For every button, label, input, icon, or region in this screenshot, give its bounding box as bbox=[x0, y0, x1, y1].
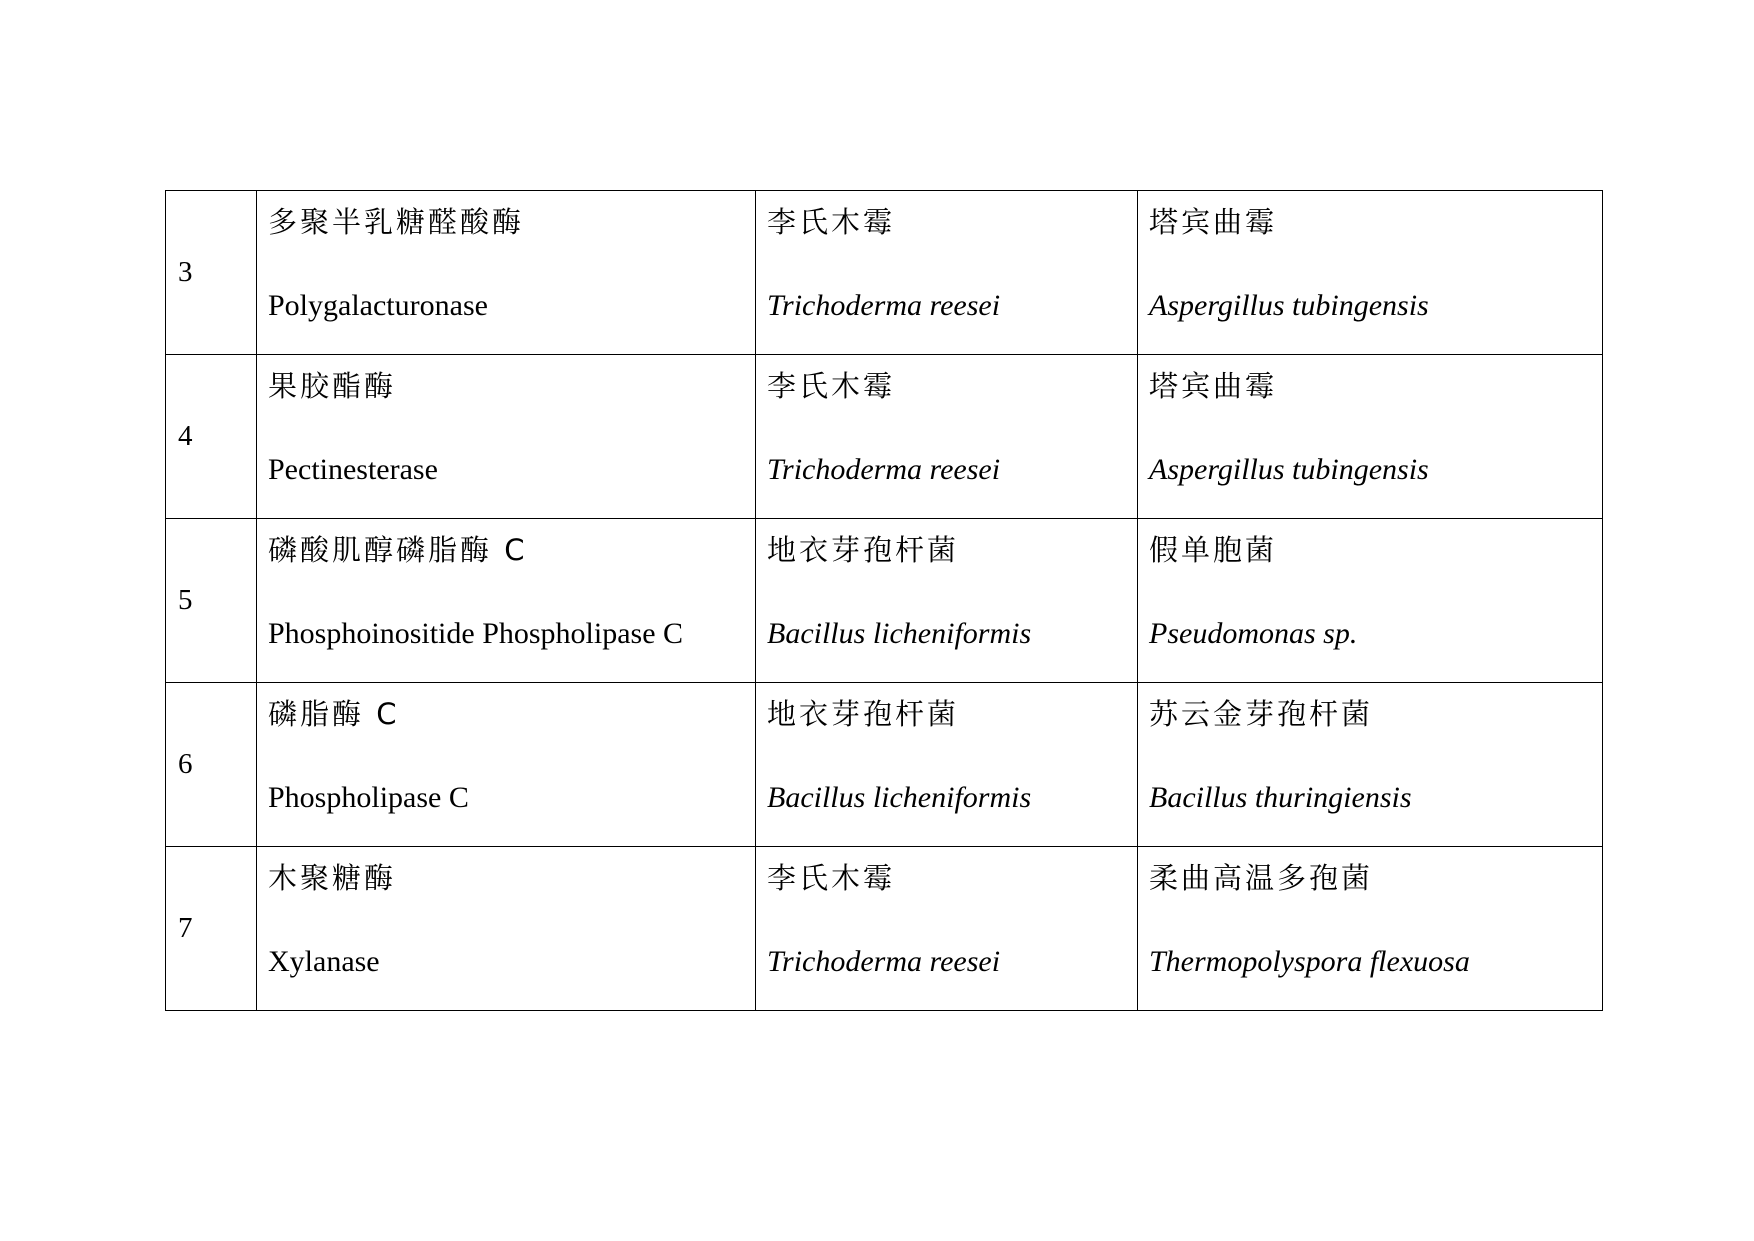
donor-cell bbox=[1138, 847, 1603, 1011]
production-strain-cell bbox=[756, 683, 1138, 847]
production-strain-cn: 李氏木霉 bbox=[767, 205, 896, 239]
donor-cn: 苏云金芽孢杆菌 bbox=[1149, 697, 1374, 731]
enzyme-cell bbox=[257, 355, 756, 519]
enzyme-cell bbox=[257, 847, 756, 1011]
donor-cn: 塔宾曲霉 bbox=[1149, 369, 1278, 403]
enzyme-name-en: Phosphoinositide Phospholipase C bbox=[268, 617, 684, 650]
table-row bbox=[166, 683, 1603, 847]
donor-en: Aspergillus tubingensis bbox=[1149, 453, 1429, 486]
enzyme-name-cn: 果胶酯酶 bbox=[268, 369, 397, 403]
row-number: 7 bbox=[166, 847, 257, 1011]
enzyme-cell bbox=[257, 191, 756, 355]
production-strain-en: Bacillus licheniformis bbox=[767, 617, 1032, 650]
production-strain-en: Bacillus licheniformis bbox=[767, 781, 1032, 814]
donor-cn: 柔曲高温多孢菌 bbox=[1149, 861, 1374, 895]
enzyme-cell bbox=[257, 683, 756, 847]
donor-en: Thermopolyspora flexuosa bbox=[1149, 945, 1470, 978]
donor-cell bbox=[1138, 191, 1603, 355]
enzyme-cell bbox=[257, 519, 756, 683]
production-strain-cn: 李氏木霉 bbox=[767, 861, 896, 895]
donor-cell bbox=[1138, 683, 1603, 847]
production-strain-cn: 李氏木霉 bbox=[767, 369, 896, 403]
production-strain-cn: 地衣芽孢杆菌 bbox=[767, 697, 960, 731]
enzyme-name-cn: 木聚糖酶 bbox=[268, 861, 397, 895]
enzyme-name-en: Xylanase bbox=[268, 945, 380, 978]
row-number: 3 bbox=[166, 191, 257, 355]
enzyme-name-cn: 多聚半乳糖醛酸酶 bbox=[268, 205, 525, 239]
production-strain-en: Trichoderma reesei bbox=[767, 289, 1001, 322]
table-row bbox=[166, 191, 1603, 355]
donor-en: Aspergillus tubingensis bbox=[1149, 289, 1429, 322]
row-number: 6 bbox=[166, 683, 257, 847]
donor-cell bbox=[1138, 519, 1603, 683]
production-strain-en: Trichoderma reesei bbox=[767, 453, 1001, 486]
production-strain-en: Trichoderma reesei bbox=[767, 945, 1001, 978]
enzyme-name-en: Phospholipase C bbox=[268, 781, 469, 814]
table-row bbox=[166, 847, 1603, 1011]
row-number: 4 bbox=[166, 355, 257, 519]
production-strain-cell bbox=[756, 355, 1138, 519]
donor-cn: 塔宾曲霉 bbox=[1149, 205, 1278, 239]
production-strain-cell bbox=[756, 191, 1138, 355]
production-strain-cn: 地衣芽孢杆菌 bbox=[767, 533, 960, 567]
donor-en: Bacillus thuringiensis bbox=[1149, 781, 1412, 814]
enzyme-name-cn: 磷酸肌醇磷脂酶 C bbox=[268, 533, 528, 567]
enzyme-name-cn: 磷脂酶 C bbox=[268, 697, 400, 731]
donor-en: Pseudomonas sp. bbox=[1149, 617, 1358, 650]
donor-cn: 假单胞菌 bbox=[1149, 533, 1278, 567]
donor-cell bbox=[1138, 355, 1603, 519]
table-row bbox=[166, 519, 1603, 683]
production-strain-cell bbox=[756, 847, 1138, 1011]
table-row bbox=[166, 355, 1603, 519]
row-number: 5 bbox=[166, 519, 257, 683]
enzyme-name-en: Polygalacturonase bbox=[268, 289, 488, 322]
enzyme-name-en: Pectinesterase bbox=[268, 453, 438, 486]
production-strain-cell bbox=[756, 519, 1138, 683]
enzyme-table bbox=[165, 190, 1603, 1011]
